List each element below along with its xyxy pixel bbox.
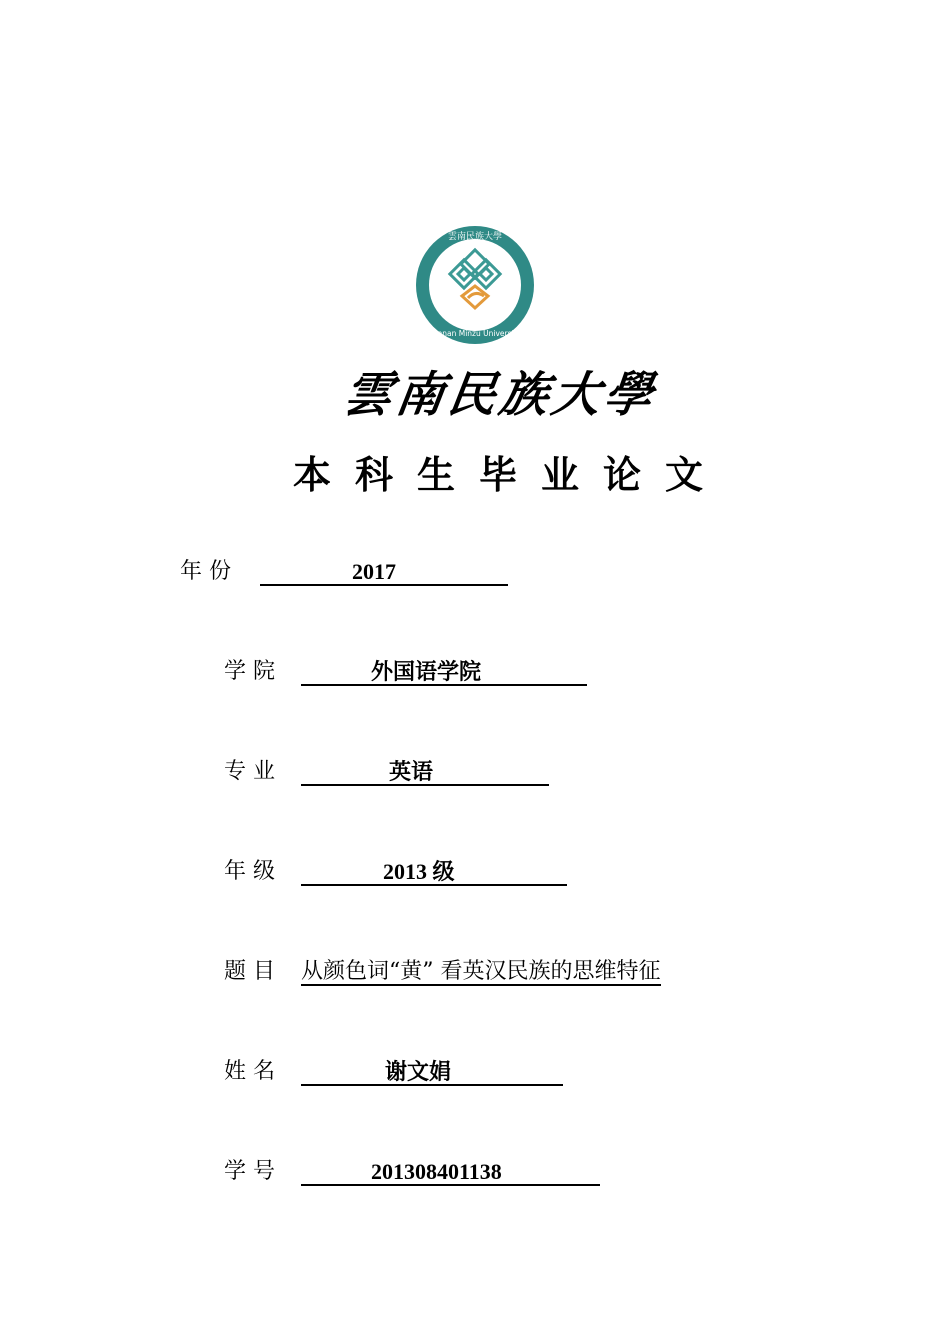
field-major-value: 英语 xyxy=(389,759,434,784)
field-college-value: 外国语学院 xyxy=(371,659,482,684)
field-student-id xyxy=(224,1152,600,1192)
field-name-label: 姓 名 xyxy=(224,1059,275,1084)
field-grade-value: 2013 级 xyxy=(383,859,455,884)
field-major xyxy=(224,752,549,792)
field-student-id-line xyxy=(301,1152,600,1186)
field-college xyxy=(224,652,587,692)
field-name-value: 谢文娟 xyxy=(385,1059,452,1084)
field-college-line xyxy=(301,652,587,686)
field-grade-line xyxy=(301,852,567,886)
logo-ring-chinese: 雲南民族大學 xyxy=(447,232,503,242)
logo-ring-english: Yunnan Minzu University xyxy=(429,329,521,338)
field-topic-value: 从颜色词“黄” 看英汉民族的思维特征 xyxy=(301,952,661,986)
field-grade xyxy=(224,852,567,892)
field-major-label: 专 业 xyxy=(224,759,275,784)
thesis-title: 本科生毕业论文 xyxy=(292,453,727,497)
field-student-id-label: 学 号 xyxy=(224,1159,275,1184)
field-grade-label: 年 级 xyxy=(224,859,275,884)
field-name-line xyxy=(301,1052,563,1086)
field-year-line xyxy=(260,552,508,586)
university-logo xyxy=(414,224,536,346)
field-college-label: 学 院 xyxy=(224,659,275,684)
field-major-line xyxy=(301,752,549,786)
field-year-label: 年 份 xyxy=(180,559,231,584)
field-year-value: 2017 xyxy=(352,559,396,584)
field-topic-label: 题 目 xyxy=(224,959,275,984)
field-year xyxy=(180,552,508,592)
university-name: 雲南民族大學 xyxy=(340,367,660,423)
field-topic xyxy=(224,952,661,992)
field-name xyxy=(224,1052,563,1092)
field-student-id-value: 201308401138 xyxy=(371,1159,502,1184)
